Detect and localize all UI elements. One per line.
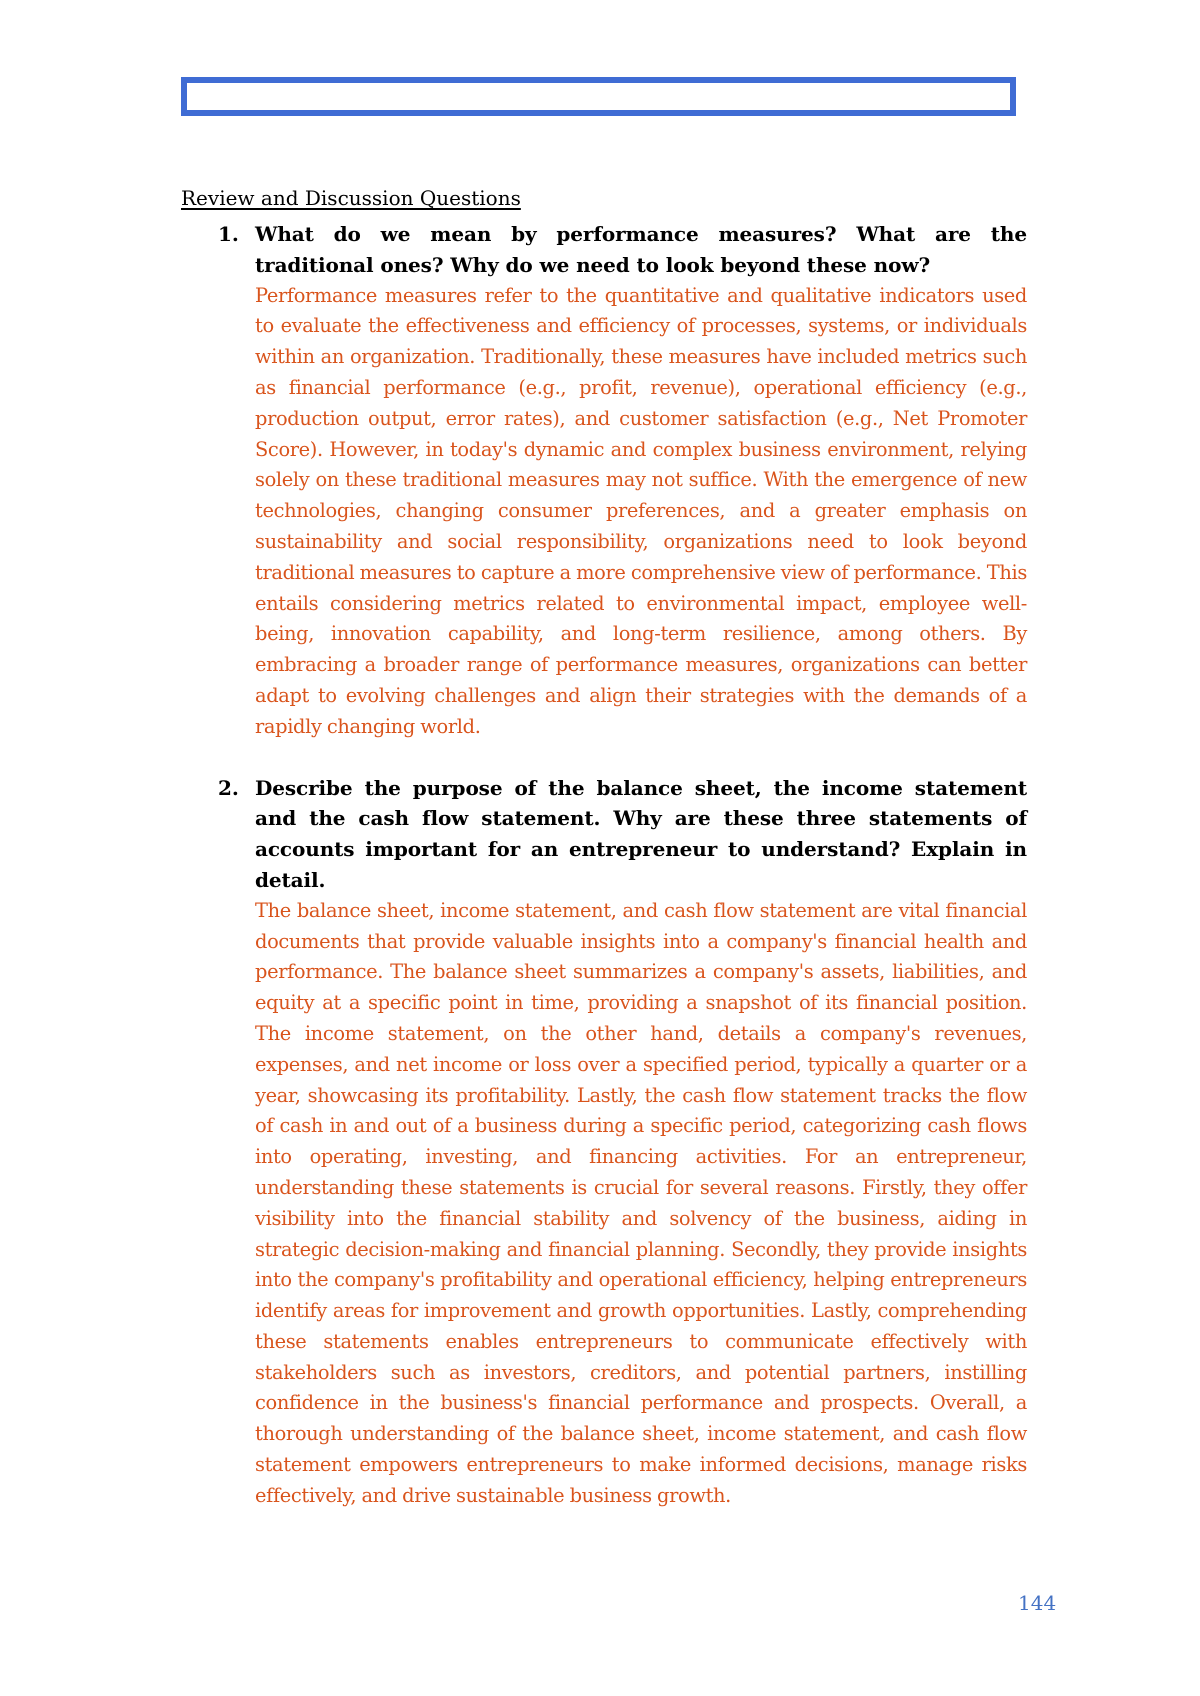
question-item-1 bbox=[181, 219, 1027, 743]
page-number: 144 bbox=[1018, 1591, 1057, 1615]
answer-text: Performance measures refer to the quantitative and qualitative indicators used to evaluate the effectiveness and efficiency of processes, systems, or individuals within an organization. Traditionally, these measures have included metrics such as financial performance (e.g., profit, revenue), operational efficiency (e.g., production output, error rates), and customer satisfaction (e.g., Net Promoter Score). However, in today's dynamic and complex business environment, relying solely on these traditional measures may not suffice. With the emergence of new technologies, changing consumer preferences, and a greater emphasis on sustainability and social responsibility, organizations need to look beyond traditional measures to capture a more comprehensive view of performance. This entails considering metrics related to environmental impact, employee well-being, innovation capability, and long-term resilience, among others. By embracing a broader range of performance measures, organizations can better adapt to evolving challenges and align their strategies with the demands of a rapidly changing world. bbox=[255, 283, 1027, 738]
question-number: 1. bbox=[218, 222, 239, 246]
question-text: What do we mean by performance measures? What are the traditional ones? Why do we need to look beyond these now? bbox=[255, 222, 1027, 277]
question-item-2 bbox=[181, 773, 1027, 1512]
section-title: Review and Discussion Questions bbox=[181, 186, 521, 210]
header-frame bbox=[181, 77, 1016, 116]
question-list bbox=[181, 219, 1027, 1542]
question-number: 2. bbox=[218, 775, 239, 800]
question-text: Describe the purpose of the balance sheet, the income statement and the cash flow statement. Why are these three statements of accounts important for an entrepreneur to understand? Explain in detail. bbox=[255, 775, 1027, 892]
answer-text: The balance sheet, income statement, and cash flow statement are vital financial documents that provide valuable insights into a company's financial health and performance. The balance sheet summarizes a company's assets, liabilities, and equity at a specific point in time, providing a snapshot of its financial position. The income statement, on the other hand, details a company's revenues, expenses, and net income or loss over a specified period, typically a quarter or a year, showcasing its profitability. Lastly, the cash flow statement tracks the flow of cash in and out of a business during a specific period, categorizing cash flows into operating, investing, and financing activities. For an entrepreneur, understanding these statements is crucial for several reasons. Firstly, they offer visibility into the financial stability and solvency of the business, aiding in strategic decision-making and financial planning. Secondly, they provide insights into the company's profitability and operational efficiency, helping entrepreneurs identify areas for improvement and growth opportunities. Lastly, comprehending these statements enables entrepreneurs to communicate effectively with stakeholders such as investors, creditors, and potential partners, instilling confidence in the business's financial performance and prospects. Overall, a thorough understanding of the balance sheet, income statement, and cash flow statement empowers entrepreneurs to make informed decisions, manage risks effectively, and drive sustainable business growth. bbox=[255, 898, 1027, 1507]
